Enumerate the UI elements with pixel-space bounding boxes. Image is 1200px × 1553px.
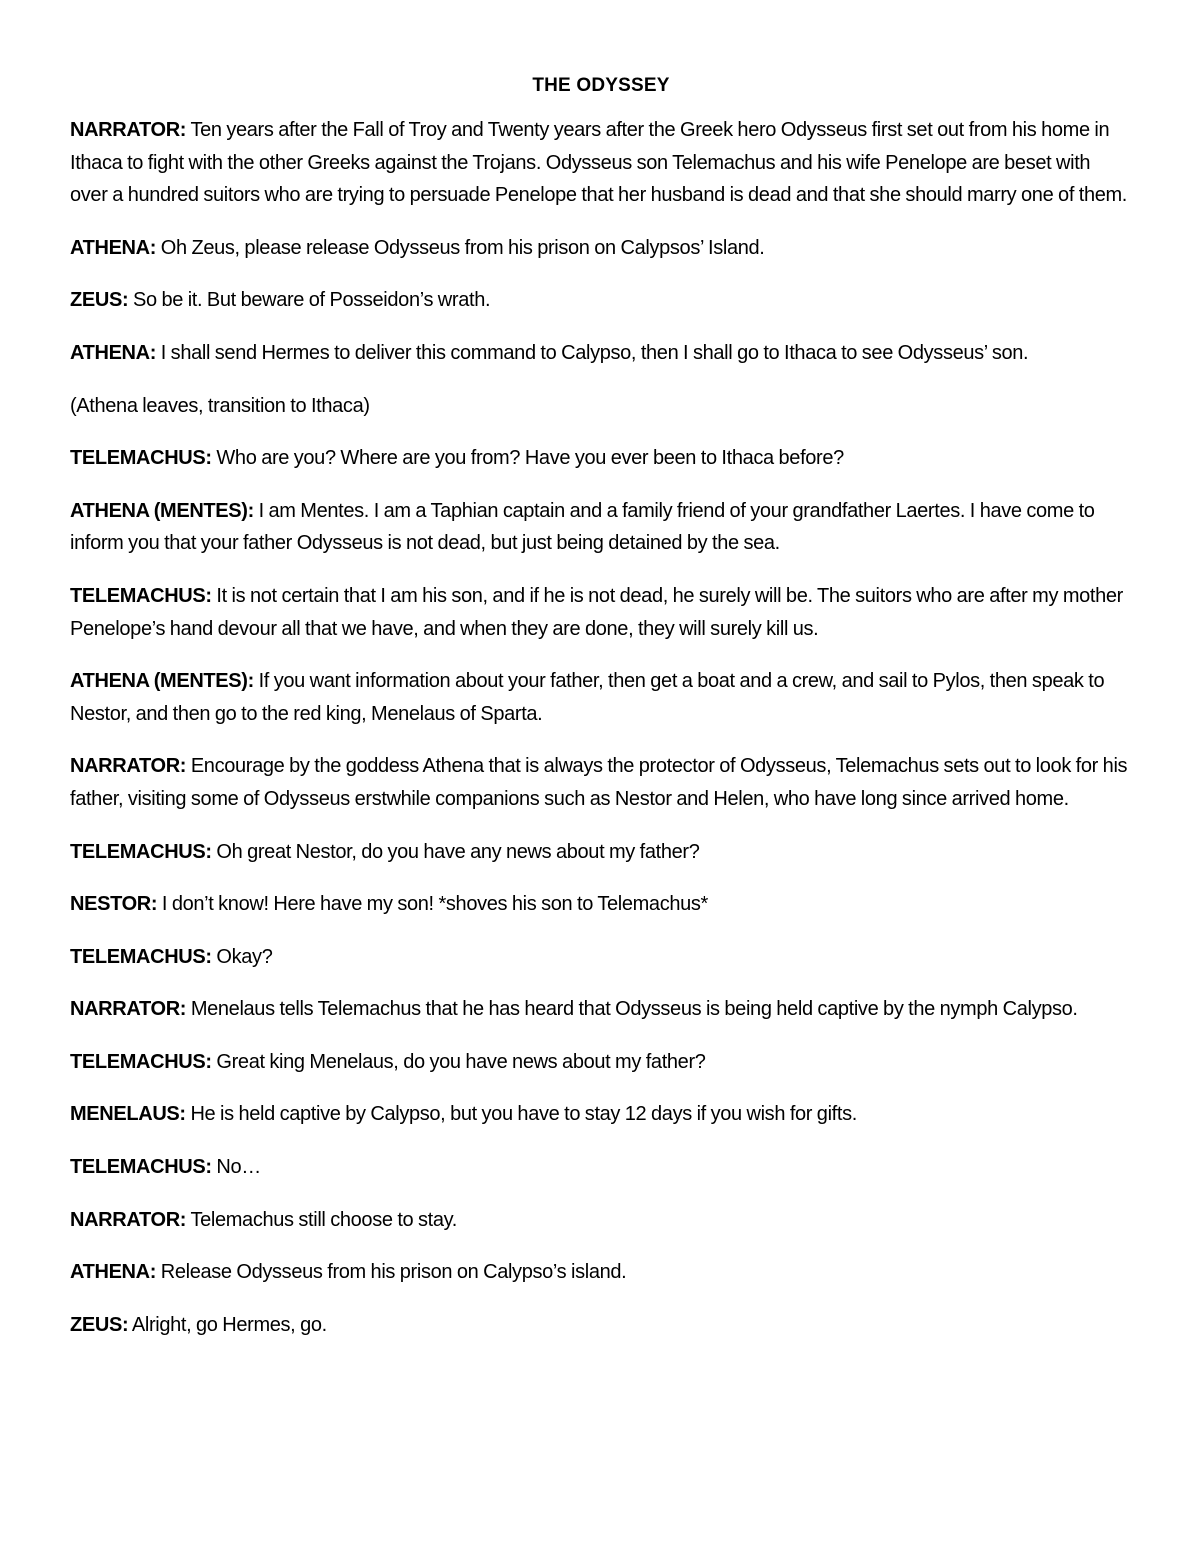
dialogue-text: Encourage by the goddess Athena that is always the protector of Odysseus, Telemachus sets out to look for his father, visiting some of Odysseus erstwhile companions such as Nestor and Helen, who have long since arrived home. [70, 755, 1128, 810]
script-line [70, 750, 1132, 815]
speaker-name: ATHENA (MENTES): [70, 499, 254, 522]
script-line [70, 1256, 1132, 1289]
dialogue-text: Oh great Nestor, do you have any news about my father? [211, 840, 700, 863]
speaker-name: TELEMACHUS: [70, 945, 212, 968]
speaker-name: TELEMACHUS: [70, 1156, 212, 1179]
stage-direction-text: (Athena leaves, transition to Ithaca) [70, 394, 370, 417]
script-line [70, 941, 1132, 974]
stage-direction [70, 390, 1132, 423]
dialogue-text: If you want information about your father, then get a boat and a crew, and sail to Pylos, then speak to Nestor, and then go to the red king, Menelaus of Sparta. [70, 670, 1105, 725]
speaker-name: NARRATOR: [70, 119, 187, 141]
document-page [70, 74, 1132, 1361]
script-line [70, 232, 1132, 265]
speaker-name: ATHENA: [70, 1261, 157, 1284]
speaker-name: ZEUS: [70, 1313, 129, 1336]
speaker-name: ATHENA: [70, 341, 157, 364]
dialogue-text: Who are you? Where are you from? Have you ever been to Ithaca before? [211, 447, 844, 470]
script-line [70, 442, 1132, 475]
dialogue-text: Release Odysseus from his prison on Calypso’s island. [156, 1261, 627, 1284]
dialogue-text: So be it. But beware of Posseidon’s wrath. [128, 289, 491, 312]
script-line [70, 114, 1132, 212]
speaker-name: TELEMACHUS: [70, 1050, 212, 1073]
script-line [70, 1151, 1132, 1184]
script-line [70, 993, 1132, 1026]
dialogue-text: No… [211, 1156, 261, 1179]
speaker-name: TELEMACHUS: [70, 584, 212, 607]
dialogue-text: He is held captive by Calypso, but you have to stay 12 days if you wish for gifts. [185, 1103, 857, 1126]
dialogue-text: Great king Menelaus, do you have news about my father? [211, 1050, 706, 1073]
speaker-name: ZEUS: [70, 289, 129, 312]
dialogue-text: Okay? [211, 945, 273, 968]
document-title: THE ODYSSEY [532, 75, 670, 96]
speaker-name: ATHENA: [70, 236, 157, 259]
dialogue-text: It is not certain that I am his son, and if he is not dead, he surely will be. The suitors who are after my mother Penelope’s hand devour all that we have, and when they are done, they will surely kill us. [70, 584, 1123, 640]
script-line [70, 1309, 1132, 1342]
script-line [70, 1046, 1132, 1079]
speaker-name: TELEMACHUS: [70, 447, 212, 470]
script-line [70, 888, 1132, 921]
dialogue-text: Telemachus still choose to stay. [186, 1208, 458, 1231]
script-line [70, 1098, 1132, 1131]
dialogue-text: Oh Zeus, please release Odysseus from his prison on Calypsos’ Island. [156, 236, 765, 259]
dialogue-text: I don’t know! Here have my son! *shoves his son to Telemachus* [157, 893, 708, 916]
script-line [70, 665, 1132, 730]
script-line [70, 1204, 1132, 1237]
dialogue-text: I am Mentes. I am a Taphian captain and a family friend of your grandfather Laertes. I have come to inform you that your father Odysseus is not dead, but just being detained by the sea. [70, 499, 1095, 555]
script-line [70, 337, 1132, 370]
speaker-name: NARRATOR: [70, 998, 187, 1021]
speaker-name: NESTOR: [70, 893, 158, 916]
speaker-name: NARRATOR: [70, 755, 187, 778]
dialogue-text: I shall send Hermes to deliver this command to Calypso, then I shall go to Ithaca to see Odysseus’ son. [156, 341, 1029, 364]
dialogue-text: Ten years after the Fall of Troy and Twenty years after the Greek hero Odysseus first set out from his home in Ithaca to fight with the other Greeks against the Trojans. Odysseus son Telemachus and his wife Penelope are beset with over a hundred suitors who are trying to persuade Penelope that her husband is dead and that she should marry one of them. [70, 119, 1128, 207]
script-line [70, 580, 1132, 645]
dialogue-text: Alright, go Hermes, go. [128, 1313, 327, 1336]
speaker-name: ATHENA (MENTES): [70, 670, 254, 693]
dialogue-text: Menelaus tells Telemachus that he has heard that Odysseus is being held captive by the nymph Calypso. [186, 998, 1078, 1021]
speaker-name: TELEMACHUS: [70, 840, 212, 863]
speaker-name: NARRATOR: [70, 1208, 187, 1231]
script-line [70, 284, 1132, 317]
script-line [70, 836, 1132, 869]
script-line [70, 495, 1132, 560]
speaker-name: MENELAUS: [70, 1103, 186, 1126]
